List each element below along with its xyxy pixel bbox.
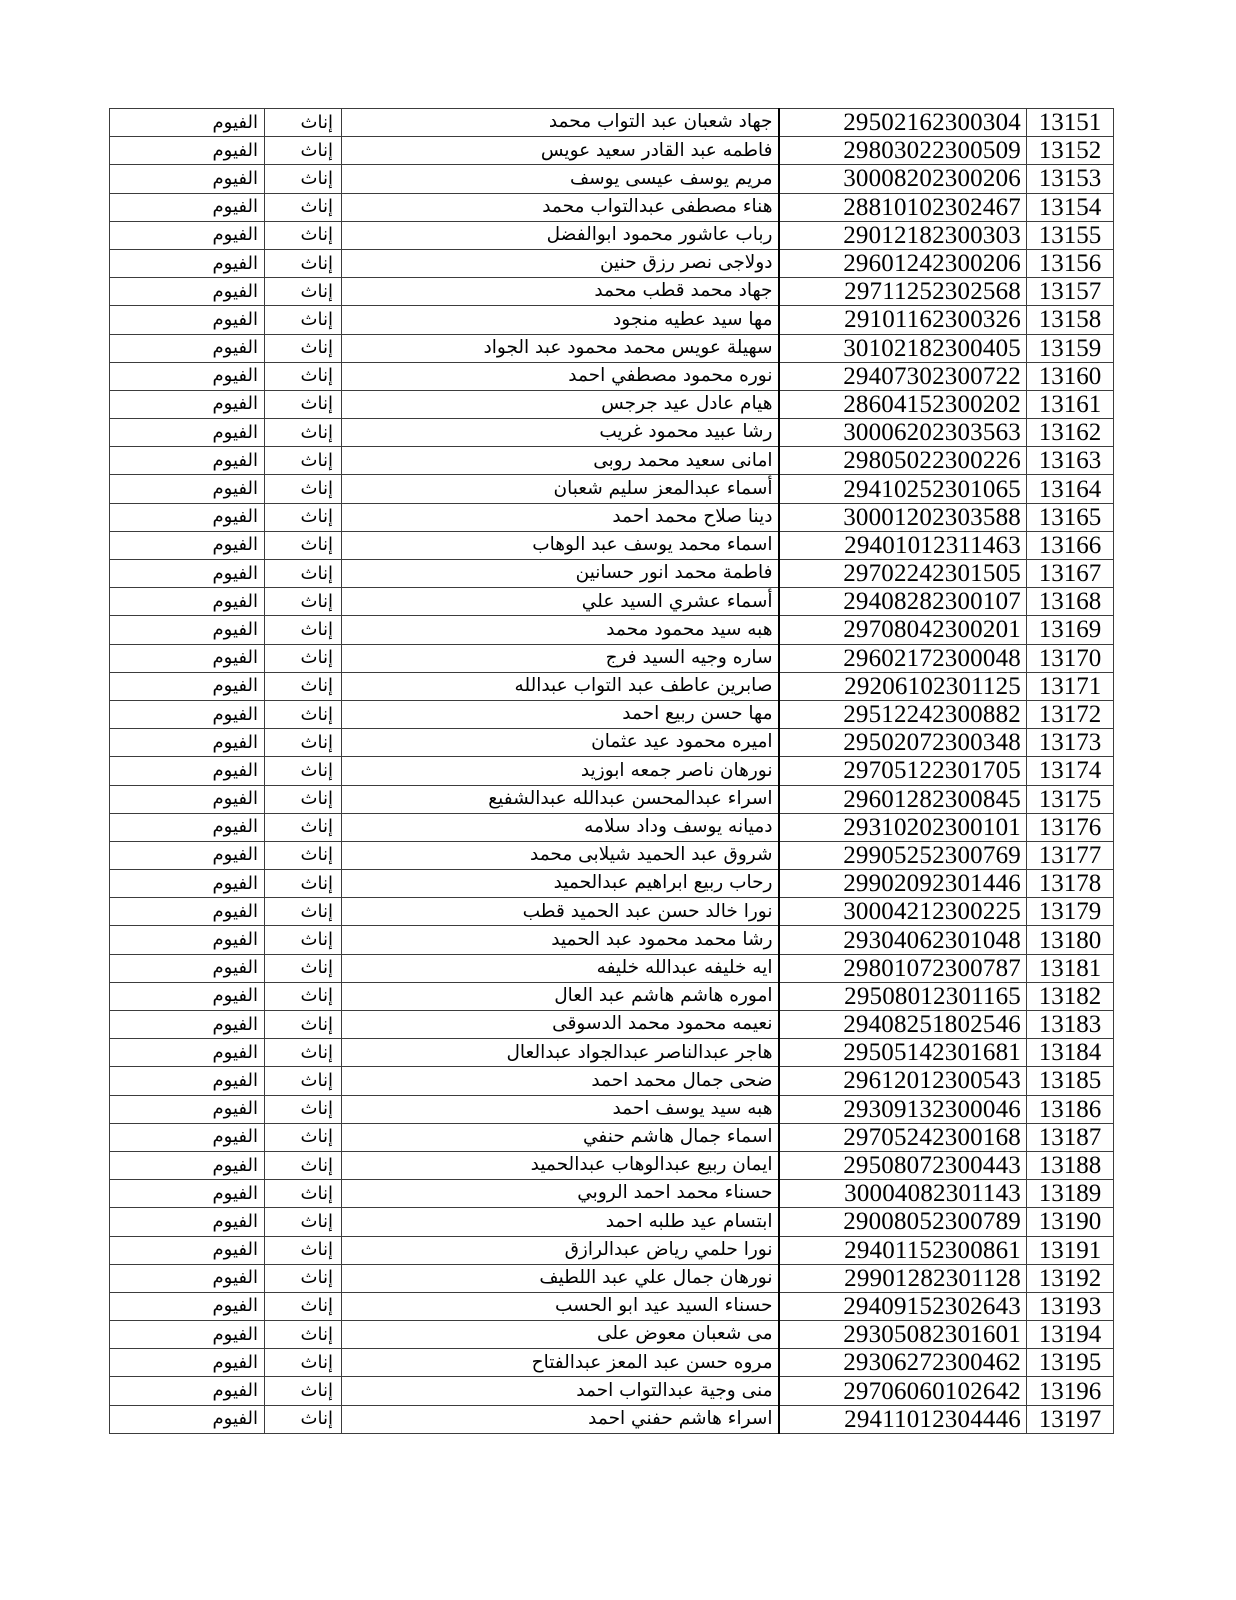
serial-number-cell: 13186 [1027, 1095, 1114, 1123]
governorate-cell: الفيوم [110, 700, 265, 728]
table-row [110, 1067, 1114, 1095]
governorate-cell: الفيوم [110, 870, 265, 898]
national-id-cell: 29508012301165 [779, 982, 1027, 1010]
governorate-cell: الفيوم [110, 278, 265, 306]
name-cell: مى شعبان معوض على [342, 1321, 779, 1349]
gender-cell: إناث [265, 419, 342, 447]
national-id-cell: 29305082301601 [779, 1321, 1027, 1349]
table-row [110, 221, 1114, 249]
governorate-cell: الفيوم [110, 362, 265, 390]
serial-number-cell: 13189 [1027, 1180, 1114, 1208]
table-row [110, 785, 1114, 813]
name-cell: مريم يوسف عيسى يوسف [342, 165, 779, 193]
name-cell: فاطمة محمد انور حسانين [342, 560, 779, 588]
governorate-cell: الفيوم [110, 1039, 265, 1067]
name-cell: أسماء عشري السيد علي [342, 588, 779, 616]
serial-number-cell: 13192 [1027, 1264, 1114, 1292]
table-row [110, 870, 1114, 898]
gender-cell: إناث [265, 193, 342, 221]
serial-number-cell: 13180 [1027, 926, 1114, 954]
table-row [110, 390, 1114, 418]
gender-cell: إناث [265, 813, 342, 841]
table-row [110, 1151, 1114, 1179]
gender-cell: إناث [265, 1264, 342, 1292]
serial-number-cell: 13182 [1027, 982, 1114, 1010]
table-row [110, 165, 1114, 193]
national-id-cell: 29612012300543 [779, 1067, 1027, 1095]
governorate-cell: الفيوم [110, 841, 265, 869]
national-id-cell: 29601242300206 [779, 249, 1027, 277]
national-id-cell: 29407302300722 [779, 362, 1027, 390]
gender-cell: إناث [265, 1208, 342, 1236]
governorate-cell: الفيوم [110, 616, 265, 644]
table-row [110, 616, 1114, 644]
serial-number-cell: 13169 [1027, 616, 1114, 644]
governorate-cell: الفيوم [110, 1292, 265, 1320]
national-id-cell: 29702242301505 [779, 560, 1027, 588]
table-row [110, 531, 1114, 559]
gender-cell: إناث [265, 926, 342, 954]
national-id-cell: 29206102301125 [779, 672, 1027, 700]
governorate-cell: الفيوم [110, 926, 265, 954]
table-row [110, 503, 1114, 531]
gender-cell: إناث [265, 165, 342, 193]
national-id-cell: 29902092301446 [779, 870, 1027, 898]
serial-number-cell: 13184 [1027, 1039, 1114, 1067]
gender-cell: إناث [265, 1292, 342, 1320]
governorate-cell: الفيوم [110, 165, 265, 193]
name-cell: نورهان ناصر جمعه ابوزيد [342, 757, 779, 785]
table-row [110, 447, 1114, 475]
governorate-cell: الفيوم [110, 531, 265, 559]
table-row [110, 1208, 1114, 1236]
gender-cell: إناث [265, 362, 342, 390]
governorate-cell: الفيوم [110, 1349, 265, 1377]
name-cell: اسماء جمال هاشم حنفي [342, 1123, 779, 1151]
table-row [110, 700, 1114, 728]
table-row [110, 334, 1114, 362]
governorate-cell: الفيوم [110, 221, 265, 249]
table-row [110, 109, 1114, 137]
name-cell: نوره محمود مصطفي احمد [342, 362, 779, 390]
governorate-cell: الفيوم [110, 588, 265, 616]
gender-cell: إناث [265, 1011, 342, 1039]
serial-number-cell: 13165 [1027, 503, 1114, 531]
national-id-cell: 29708042300201 [779, 616, 1027, 644]
table-row [110, 841, 1114, 869]
name-cell: دولاجى نصر رزق حنين [342, 249, 779, 277]
governorate-cell: الفيوم [110, 785, 265, 813]
serial-number-cell: 13194 [1027, 1321, 1114, 1349]
name-cell: حسناء محمد احمد الروبي [342, 1180, 779, 1208]
table-row [110, 362, 1114, 390]
governorate-cell: الفيوم [110, 898, 265, 926]
national-id-cell: 30008202300206 [779, 165, 1027, 193]
gender-cell: إناث [265, 1236, 342, 1264]
name-cell: نعيمه محمود محمد الدسوقى [342, 1011, 779, 1039]
governorate-cell: الفيوم [110, 560, 265, 588]
table-row [110, 1180, 1114, 1208]
name-cell: مها حسن ربيع احمد [342, 700, 779, 728]
gender-cell: إناث [265, 1067, 342, 1095]
national-id-cell: 29401152300861 [779, 1236, 1027, 1264]
national-id-cell: 29508072300443 [779, 1151, 1027, 1179]
national-id-cell: 28810102302467 [779, 193, 1027, 221]
table-row [110, 1321, 1114, 1349]
table-row [110, 1095, 1114, 1123]
governorate-cell: الفيوم [110, 644, 265, 672]
table-row [110, 1236, 1114, 1264]
national-id-cell: 30004082301143 [779, 1180, 1027, 1208]
table-row [110, 926, 1114, 954]
governorate-cell: الفيوم [110, 419, 265, 447]
serial-number-cell: 13191 [1027, 1236, 1114, 1264]
national-id-cell: 29310202300101 [779, 813, 1027, 841]
serial-number-cell: 13183 [1027, 1011, 1114, 1039]
name-cell: رشا محمد محمود عبد الحميد [342, 926, 779, 954]
national-id-cell: 29801072300787 [779, 954, 1027, 982]
serial-number-cell: 13178 [1027, 870, 1114, 898]
name-cell: هناء مصطفى عبدالتواب محمد [342, 193, 779, 221]
name-cell: جهاد محمد قطب محمد [342, 278, 779, 306]
name-cell: مروه حسن عبد المعز عبدالفتاح [342, 1349, 779, 1377]
table-row [110, 954, 1114, 982]
governorate-cell: الفيوم [110, 982, 265, 1010]
gender-cell: إناث [265, 531, 342, 559]
gender-cell: إناث [265, 447, 342, 475]
table-row [110, 137, 1114, 165]
governorate-cell: الفيوم [110, 306, 265, 334]
governorate-cell: الفيوم [110, 109, 265, 137]
gender-cell: إناث [265, 334, 342, 362]
serial-number-cell: 13190 [1027, 1208, 1114, 1236]
national-id-cell: 29803022300509 [779, 137, 1027, 165]
serial-number-cell: 13164 [1027, 475, 1114, 503]
serial-number-cell: 13197 [1027, 1405, 1114, 1433]
table-row [110, 729, 1114, 757]
governorate-cell: الفيوم [110, 390, 265, 418]
gender-cell: إناث [265, 475, 342, 503]
name-cell: اسماء محمد يوسف عبد الوهاب [342, 531, 779, 559]
governorate-cell: الفيوم [110, 954, 265, 982]
gender-cell: إناث [265, 700, 342, 728]
serial-number-cell: 13181 [1027, 954, 1114, 982]
national-id-cell: 29411012304446 [779, 1405, 1027, 1433]
serial-number-cell: 13172 [1027, 700, 1114, 728]
serial-number-cell: 13170 [1027, 644, 1114, 672]
table-row [110, 278, 1114, 306]
national-id-cell: 30001202303588 [779, 503, 1027, 531]
name-cell: نورا حلمي رياض عبدالرازق [342, 1236, 779, 1264]
national-id-cell: 29101162300326 [779, 306, 1027, 334]
serial-number-cell: 13193 [1027, 1292, 1114, 1320]
serial-number-cell: 13151 [1027, 109, 1114, 137]
national-id-cell: 29905252300769 [779, 841, 1027, 869]
name-cell: اميره محمود عيد عثمان [342, 729, 779, 757]
serial-number-cell: 13167 [1027, 560, 1114, 588]
national-id-cell: 30102182300405 [779, 334, 1027, 362]
gender-cell: إناث [265, 616, 342, 644]
table-row [110, 193, 1114, 221]
governorate-cell: الفيوم [110, 1180, 265, 1208]
name-cell: هبه سيد يوسف احمد [342, 1095, 779, 1123]
gender-cell: إناث [265, 503, 342, 531]
national-id-cell: 29306272300462 [779, 1349, 1027, 1377]
governorate-cell: الفيوم [110, 1236, 265, 1264]
gender-cell: إناث [265, 870, 342, 898]
name-cell: دميانه يوسف وداد سلامه [342, 813, 779, 841]
gender-cell: إناث [265, 841, 342, 869]
governorate-cell: الفيوم [110, 1208, 265, 1236]
governorate-cell: الفيوم [110, 1011, 265, 1039]
name-cell: ايمان ربيع عبدالوهاب عبدالحميد [342, 1151, 779, 1179]
national-id-cell: 29805022300226 [779, 447, 1027, 475]
gender-cell: إناث [265, 588, 342, 616]
governorate-cell: الفيوم [110, 1151, 265, 1179]
name-cell: رباب عاشور محمود ابوالفضل [342, 221, 779, 249]
serial-number-cell: 13196 [1027, 1377, 1114, 1405]
table-row [110, 1011, 1114, 1039]
national-id-cell: 29602172300048 [779, 644, 1027, 672]
gender-cell: إناث [265, 1377, 342, 1405]
table-row [110, 1405, 1114, 1433]
gender-cell: إناث [265, 1321, 342, 1349]
governorate-cell: الفيوم [110, 672, 265, 700]
serial-number-cell: 13163 [1027, 447, 1114, 475]
governorate-cell: الفيوم [110, 193, 265, 221]
name-cell: فاطمه عبد القادر سعيد عويس [342, 137, 779, 165]
gender-cell: إناث [265, 1095, 342, 1123]
governorate-cell: الفيوم [110, 1095, 265, 1123]
name-cell: دينا صلاح محمد احمد [342, 503, 779, 531]
gender-cell: إناث [265, 1349, 342, 1377]
gender-cell: إناث [265, 1405, 342, 1433]
name-cell: اسراء هاشم حفني احمد [342, 1405, 779, 1433]
serial-number-cell: 13154 [1027, 193, 1114, 221]
governorate-cell: الفيوم [110, 334, 265, 362]
governorate-cell: الفيوم [110, 1377, 265, 1405]
name-cell: هاجر عبدالناصر عبدالجواد عبدالعال [342, 1039, 779, 1067]
governorate-cell: الفيوم [110, 447, 265, 475]
name-cell: امانى سعيد محمد روبى [342, 447, 779, 475]
governorate-cell: الفيوم [110, 475, 265, 503]
governorate-cell: الفيوم [110, 1321, 265, 1349]
table-row [110, 475, 1114, 503]
governorate-cell: الفيوم [110, 813, 265, 841]
name-cell: جهاد شعبان عبد التواب محمد [342, 109, 779, 137]
name-cell: ضحى جمال محمد احمد [342, 1067, 779, 1095]
table-row [110, 1377, 1114, 1405]
national-id-cell: 29705242300168 [779, 1123, 1027, 1151]
gender-cell: إناث [265, 1039, 342, 1067]
serial-number-cell: 13155 [1027, 221, 1114, 249]
name-cell: اموره هاشم هاشم عبد العال [342, 982, 779, 1010]
national-id-cell: 30006202303563 [779, 419, 1027, 447]
national-id-cell: 29502072300348 [779, 729, 1027, 757]
national-id-cell: 29505142301681 [779, 1039, 1027, 1067]
name-cell: ابتسام عيد طلبه احمد [342, 1208, 779, 1236]
serial-number-cell: 13157 [1027, 278, 1114, 306]
gender-cell: إناث [265, 1180, 342, 1208]
governorate-cell: الفيوم [110, 1067, 265, 1095]
governorate-cell: الفيوم [110, 1405, 265, 1433]
table-row [110, 306, 1114, 334]
gender-cell: إناث [265, 137, 342, 165]
gender-cell: إناث [265, 278, 342, 306]
governorate-cell: الفيوم [110, 1123, 265, 1151]
national-id-cell: 29706060102642 [779, 1377, 1027, 1405]
serial-number-cell: 13166 [1027, 531, 1114, 559]
gender-cell: إناث [265, 954, 342, 982]
serial-number-cell: 13153 [1027, 165, 1114, 193]
name-cell: ساره وجيه السيد فرج [342, 644, 779, 672]
registry-table-body [110, 109, 1114, 1434]
name-cell: ايه خليفه عبدالله خليفه [342, 954, 779, 982]
name-cell: نورا خالد حسن عبد الحميد قطب [342, 898, 779, 926]
name-cell: نورهان جمال علي عبد اللطيف [342, 1264, 779, 1292]
table-row [110, 672, 1114, 700]
table-row [110, 1349, 1114, 1377]
table-row [110, 1264, 1114, 1292]
table-row [110, 1292, 1114, 1320]
national-id-cell: 29012182300303 [779, 221, 1027, 249]
registry-table [109, 108, 1114, 1434]
serial-number-cell: 13185 [1027, 1067, 1114, 1095]
gender-cell: إناث [265, 109, 342, 137]
name-cell: سهيلة عويس محمد محمود عبد الجواد [342, 334, 779, 362]
serial-number-cell: 13187 [1027, 1123, 1114, 1151]
table-row [110, 588, 1114, 616]
gender-cell: إناث [265, 560, 342, 588]
table-row [110, 419, 1114, 447]
serial-number-cell: 13162 [1027, 419, 1114, 447]
gender-cell: إناث [265, 672, 342, 700]
governorate-cell: الفيوم [110, 757, 265, 785]
national-id-cell: 29601282300845 [779, 785, 1027, 813]
national-id-cell: 30004212300225 [779, 898, 1027, 926]
serial-number-cell: 13173 [1027, 729, 1114, 757]
serial-number-cell: 13176 [1027, 813, 1114, 841]
serial-number-cell: 13188 [1027, 1151, 1114, 1179]
national-id-cell: 29401012311463 [779, 531, 1027, 559]
national-id-cell: 29408282300107 [779, 588, 1027, 616]
serial-number-cell: 13175 [1027, 785, 1114, 813]
governorate-cell: الفيوم [110, 729, 265, 757]
table-row [110, 982, 1114, 1010]
national-id-cell: 29408251802546 [779, 1011, 1027, 1039]
table-row [110, 898, 1114, 926]
gender-cell: إناث [265, 729, 342, 757]
national-id-cell: 29512242300882 [779, 700, 1027, 728]
table-row [110, 644, 1114, 672]
serial-number-cell: 13159 [1027, 334, 1114, 362]
gender-cell: إناث [265, 390, 342, 418]
table-row [110, 560, 1114, 588]
serial-number-cell: 13156 [1027, 249, 1114, 277]
gender-cell: إناث [265, 249, 342, 277]
national-id-cell: 29410252301065 [779, 475, 1027, 503]
governorate-cell: الفيوم [110, 1264, 265, 1292]
national-id-cell: 28604152300202 [779, 390, 1027, 418]
national-id-cell: 29008052300789 [779, 1208, 1027, 1236]
name-cell: هبه سيد محمود محمد [342, 616, 779, 644]
name-cell: حسناء السيد عيد ابو الحسب [342, 1292, 779, 1320]
gender-cell: إناث [265, 644, 342, 672]
gender-cell: إناث [265, 221, 342, 249]
gender-cell: إناث [265, 898, 342, 926]
national-id-cell: 29309132300046 [779, 1095, 1027, 1123]
gender-cell: إناث [265, 1123, 342, 1151]
name-cell: منى وجية عبدالتواب احمد [342, 1377, 779, 1405]
name-cell: شروق عبد الحميد شيلابى محمد [342, 841, 779, 869]
serial-number-cell: 13177 [1027, 841, 1114, 869]
serial-number-cell: 13195 [1027, 1349, 1114, 1377]
name-cell: مها سيد عطيه منجود [342, 306, 779, 334]
name-cell: هيام عادل عيد جرجس [342, 390, 779, 418]
serial-number-cell: 13168 [1027, 588, 1114, 616]
serial-number-cell: 13161 [1027, 390, 1114, 418]
gender-cell: إناث [265, 982, 342, 1010]
national-id-cell: 29502162300304 [779, 109, 1027, 137]
table-row [110, 813, 1114, 841]
governorate-cell: الفيوم [110, 249, 265, 277]
name-cell: صابرين عاطف عبد التواب عبدالله [342, 672, 779, 700]
governorate-cell: الفيوم [110, 137, 265, 165]
name-cell: رحاب ربيع ابراهيم عبدالحميد [342, 870, 779, 898]
serial-number-cell: 13174 [1027, 757, 1114, 785]
gender-cell: إناث [265, 1151, 342, 1179]
gender-cell: إناث [265, 757, 342, 785]
national-id-cell: 29711252302568 [779, 278, 1027, 306]
national-id-cell: 29304062301048 [779, 926, 1027, 954]
national-id-cell: 29705122301705 [779, 757, 1027, 785]
table-row [110, 1123, 1114, 1151]
name-cell: رشا عبيد محمود غريب [342, 419, 779, 447]
serial-number-cell: 13171 [1027, 672, 1114, 700]
national-id-cell: 29901282301128 [779, 1264, 1027, 1292]
name-cell: أسماء عبدالمعز سليم شعبان [342, 475, 779, 503]
serial-number-cell: 13158 [1027, 306, 1114, 334]
name-cell: اسراء عبدالمحسن عبدالله عبدالشفيع [342, 785, 779, 813]
table-row [110, 757, 1114, 785]
serial-number-cell: 13179 [1027, 898, 1114, 926]
governorate-cell: الفيوم [110, 503, 265, 531]
serial-number-cell: 13152 [1027, 137, 1114, 165]
table-row [110, 249, 1114, 277]
table-row [110, 1039, 1114, 1067]
serial-number-cell: 13160 [1027, 362, 1114, 390]
national-id-cell: 29409152302643 [779, 1292, 1027, 1320]
gender-cell: إناث [265, 785, 342, 813]
gender-cell: إناث [265, 306, 342, 334]
